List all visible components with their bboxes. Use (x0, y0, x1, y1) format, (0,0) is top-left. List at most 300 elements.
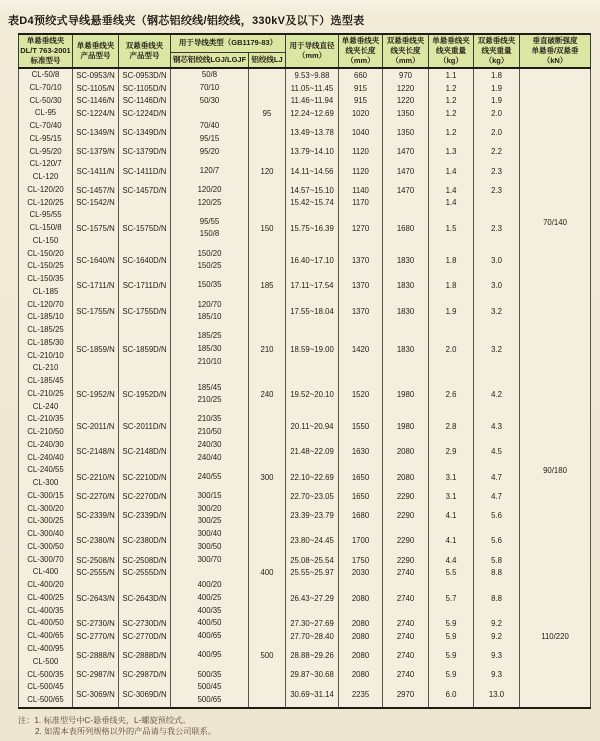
table-row (19, 248, 591, 274)
header-conductor-type: 用于导线类型（GB1179-83） (171, 34, 286, 52)
header-diameter: 用于导线直径 （mm） (286, 34, 339, 68)
cell-single-length: 1680 (339, 503, 383, 529)
cell-single-model: SC-2380/N (73, 528, 119, 554)
cell-double-weight: 3.2 (474, 299, 520, 325)
cell-standard-type: CL-240/30 CL-240/40 (19, 439, 73, 465)
cell-lgj-type: 50/30 (171, 95, 249, 108)
cell-diameter: 12.24~12.69 (286, 107, 339, 120)
cell-double-weight: 9.2 (474, 630, 520, 643)
cell-lj-type (249, 630, 286, 643)
cell-single-length: 1420 (339, 324, 383, 375)
cell-lj-type: 150 (249, 209, 286, 247)
page-title: 表D4预绞式导线悬垂线夹（钢芯铝绞线/铝绞线，330kV及以下）选型表 (8, 15, 365, 27)
cell-double-weight (474, 197, 520, 210)
cell-double-weight: 1.8 (474, 68, 520, 82)
cell-double-model: SC-1224D/N (119, 107, 171, 120)
table-row (19, 209, 591, 247)
cell-lgj-type: 210/35 210/50 (171, 413, 249, 439)
cell-single-model: SC-1349/N (73, 120, 119, 146)
cell-double-model: SC-2339D/N (119, 503, 171, 529)
cell-double-model: SC-2380D/N (119, 528, 171, 554)
cell-single-model: SC-2210/N (73, 464, 119, 490)
cell-lj-type: 95 (249, 107, 286, 120)
cell-double-length: 1220 (383, 82, 429, 95)
cell-double-length: 1470 (383, 158, 429, 184)
cell-double-length: 2080 (383, 439, 429, 465)
footnote-2: 2. 如需本表所列规格以外的产品请与我公司联系。 (35, 727, 217, 737)
cell-standard-type: CL-300/40 CL-300/50 (19, 528, 73, 554)
cell-single-length: 1370 (339, 273, 383, 299)
cell-diameter: 16.40~17.10 (286, 248, 339, 274)
cell-single-length: 2080 (339, 617, 383, 630)
cell-single-model: SC-3069/N (73, 681, 119, 708)
cell-double-weight: 2.3 (474, 184, 520, 197)
cell-double-length: 1830 (383, 324, 429, 375)
cell-lgj-type: 120/25 (171, 197, 249, 210)
cell-standard-type: CL-95/55 CL-150/8 CL-150 (19, 209, 73, 247)
cell-single-weight: 1.1 (429, 68, 474, 82)
cell-double-length: 2740 (383, 566, 429, 579)
cell-double-length: 2290 (383, 490, 429, 503)
cell-double-length: 970 (383, 68, 429, 82)
table-row (19, 82, 591, 95)
cell-diameter: 13.79~14.10 (286, 146, 339, 159)
cell-single-weight: 4.1 (429, 528, 474, 554)
cell-single-weight: 4.4 (429, 554, 474, 567)
cell-single-weight: 2.0 (429, 324, 474, 375)
cell-double-model: SC-2555D/N (119, 566, 171, 579)
cell-lj-type (249, 413, 286, 439)
cell-single-length: 1650 (339, 464, 383, 490)
cell-double-length: 2290 (383, 554, 429, 567)
cell-single-weight: 1.4 (429, 158, 474, 184)
cell-lj-type (249, 95, 286, 108)
cell-single-length: 2080 (339, 669, 383, 682)
cell-lj-type (249, 554, 286, 567)
cell-single-length: 1750 (339, 554, 383, 567)
cell-double-length: 2740 (383, 630, 429, 643)
table-row (19, 566, 591, 579)
cell-lgj-type: 400/95 (171, 643, 249, 669)
footnotes (18, 715, 600, 738)
header-double-weight: 双悬垂线夹 线夹重量 （kg） (474, 34, 520, 68)
table-row (19, 681, 591, 708)
cell-double-length: 2290 (383, 503, 429, 529)
cell-lj-type (249, 503, 286, 529)
cell-lgj-type (171, 107, 249, 120)
cell-single-length: 1120 (339, 158, 383, 184)
header-break-strength: 垂直破断强度 单悬垂/双悬垂 （kN） (520, 34, 591, 68)
cell-double-weight: 2.0 (474, 107, 520, 120)
cell-diameter: 25.55~25.97 (286, 566, 339, 579)
cell-double-model: SC-1411D/N (119, 158, 171, 184)
cell-lj-type: 120 (249, 158, 286, 184)
cell-double-model: SC-2270D/N (119, 490, 171, 503)
cell-single-length: 660 (339, 68, 383, 82)
cell-double-length: 2290 (383, 528, 429, 554)
header-single-length: 单悬垂线夹 线夹长度 （mm） (339, 34, 383, 68)
cell-single-length: 1020 (339, 107, 383, 120)
cell-standard-type: CL-70/40 CL-95/15 (19, 120, 73, 146)
cell-double-weight: 1.9 (474, 82, 520, 95)
cell-single-weight: 1.2 (429, 95, 474, 108)
header-double-length: 双悬垂线夹 线夹长度 （mm） (383, 34, 429, 68)
cell-double-weight: 8.8 (474, 566, 520, 579)
cell-double-length: 1980 (383, 375, 429, 413)
cell-double-model: SC-2508D/N (119, 554, 171, 567)
cell-lgj-type: 300/70 (171, 554, 249, 567)
cell-double-weight: 3.2 (474, 324, 520, 375)
cell-lj-type (249, 146, 286, 159)
cell-lj-type (249, 299, 286, 325)
cell-standard-type: CL-185/25 CL-185/30 CL-210/10 CL-210 (19, 324, 73, 375)
cell-double-model: SC-1575D/N (119, 209, 171, 247)
cell-lgj-type: 50/8 (171, 68, 249, 82)
cell-diameter: 20.11~20.94 (286, 413, 339, 439)
cell-single-model: SC-1859/N (73, 324, 119, 375)
table-row (19, 669, 591, 682)
cell-single-model: SC-2987/N (73, 669, 119, 682)
cell-lj-type (249, 681, 286, 708)
cell-single-model: SC-1711/N (73, 273, 119, 299)
cell-single-weight: 1.2 (429, 120, 474, 146)
cell-double-weight: 4.5 (474, 439, 520, 465)
cell-single-model: SC-2011/N (73, 413, 119, 439)
cell-double-length: 1830 (383, 273, 429, 299)
header-double-model: 双悬垂线夹 产品型号 (119, 34, 171, 68)
cell-double-length: 1980 (383, 413, 429, 439)
cell-single-model: SC-1379/N (73, 146, 119, 159)
cell-double-model: SC-2148D/N (119, 439, 171, 465)
cell-standard-type: CL-95/20 (19, 146, 73, 159)
cell-lgj-type: 500/35 (171, 669, 249, 682)
cell-double-model: SC-2987D/N (119, 669, 171, 682)
table-row (19, 95, 591, 108)
cell-lgj-type: 240/30 240/40 (171, 439, 249, 465)
cell-diameter: 27.70~28.40 (286, 630, 339, 643)
cell-diameter: 17.11~17.54 (286, 273, 339, 299)
cell-single-weight: 6.0 (429, 681, 474, 708)
cell-double-model: SC-1379D/N (119, 146, 171, 159)
cell-lgj-type: 500/45 500/65 (171, 681, 249, 708)
cell-lj-type (249, 669, 286, 682)
table-row (19, 184, 591, 197)
cell-lgj-type: 240/55 (171, 464, 249, 490)
cell-single-model: SC-2643/N (73, 579, 119, 617)
cell-break-strength: 90/180 (520, 375, 591, 566)
cell-standard-type: CL-95 (19, 107, 73, 120)
cell-double-length: 1830 (383, 299, 429, 325)
cell-single-model: SC-1755/N (73, 299, 119, 325)
cell-single-model: SC-1146/N (73, 95, 119, 108)
cell-double-model: SC-0953D/N (119, 68, 171, 82)
cell-single-length: 1700 (339, 528, 383, 554)
cell-lj-type (249, 197, 286, 210)
cell-lgj-type: 150/20 150/25 (171, 248, 249, 274)
cell-lgj-type: 400/20 400/25 400/35 (171, 579, 249, 617)
cell-single-model: SC-2730/N (73, 617, 119, 630)
cell-single-length: 1170 (339, 197, 383, 210)
cell-double-weight: 9.3 (474, 669, 520, 682)
cell-diameter: 9.53~9.88 (286, 68, 339, 82)
cell-standard-type: CL-185/45 CL-210/25 CL-240 (19, 375, 73, 413)
cell-single-length: 2080 (339, 630, 383, 643)
cell-double-length: 1680 (383, 209, 429, 247)
cell-single-weight: 1.4 (429, 197, 474, 210)
cell-lgj-type: 400/50 (171, 617, 249, 630)
cell-single-length: 1650 (339, 490, 383, 503)
cell-single-weight: 5.9 (429, 630, 474, 643)
cell-double-length: 2740 (383, 643, 429, 669)
cell-single-model: SC-1105/N (73, 82, 119, 95)
header-standard-type: 单悬垂线夹 DL/T 763-2001 标准型号 (19, 34, 73, 68)
cell-lgj-type: 120/7 (171, 158, 249, 184)
cell-standard-type: CL-150/20 CL-150/25 (19, 248, 73, 274)
cell-single-length: 1630 (339, 439, 383, 465)
table-row (19, 324, 591, 375)
cell-single-length: 1550 (339, 413, 383, 439)
cell-lj-type (249, 248, 286, 274)
cell-double-weight: 9.2 (474, 617, 520, 630)
cell-single-weight: 1.5 (429, 209, 474, 247)
cell-lj-type (249, 184, 286, 197)
table-row (19, 107, 591, 120)
cell-single-weight: 2.6 (429, 375, 474, 413)
cell-single-length: 2235 (339, 681, 383, 708)
cell-break-strength: 110/220 (520, 566, 591, 707)
cell-single-weight: 5.7 (429, 579, 474, 617)
table-row (19, 68, 591, 82)
cell-double-model: SC-1952D/N (119, 375, 171, 413)
cell-standard-type: CL-300/70 (19, 554, 73, 567)
cell-double-weight: 2.0 (474, 120, 520, 146)
clamp-selection-table (18, 33, 591, 709)
cell-single-weight: 1.8 (429, 273, 474, 299)
cell-double-weight: 9.3 (474, 643, 520, 669)
table-row (19, 528, 591, 554)
cell-standard-type: CL-120/25 (19, 197, 73, 210)
cell-lj-type: 400 (249, 566, 286, 579)
cell-standard-type: CL-400/95 CL-500 (19, 643, 73, 669)
cell-diameter: 15.75~16.39 (286, 209, 339, 247)
cell-single-weight: 3.1 (429, 490, 474, 503)
cell-double-weight: 4.7 (474, 490, 520, 503)
cell-double-length: 2970 (383, 681, 429, 708)
cell-single-model: SC-2339/N (73, 503, 119, 529)
cell-double-weight: 5.8 (474, 554, 520, 567)
cell-lj-type (249, 439, 286, 465)
cell-lj-type (249, 617, 286, 630)
cell-double-model: SC-1349D/N (119, 120, 171, 146)
cell-single-model: SC-1224/N (73, 107, 119, 120)
cell-diameter: 22.10~22.69 (286, 464, 339, 490)
table-row (19, 579, 591, 617)
cell-double-weight: 5.6 (474, 528, 520, 554)
table-row (19, 120, 591, 146)
table-row (19, 643, 591, 669)
cell-single-length: 915 (339, 82, 383, 95)
cell-diameter: 28.88~29.26 (286, 643, 339, 669)
cell-lgj-type: 70/40 95/15 (171, 120, 249, 146)
cell-double-model: SC-2770D/N (119, 630, 171, 643)
table-row (19, 158, 591, 184)
cell-standard-type: CL-50/8 (19, 68, 73, 82)
cell-double-length: 1350 (383, 107, 429, 120)
cell-single-weight: 1.2 (429, 82, 474, 95)
cell-lj-type: 240 (249, 375, 286, 413)
cell-standard-type: CL-210/35 CL-210/50 (19, 413, 73, 439)
cell-double-length: 1470 (383, 146, 429, 159)
cell-single-weight: 5.5 (429, 566, 474, 579)
cell-double-length: 1350 (383, 120, 429, 146)
cell-diameter: 26.43~27.29 (286, 579, 339, 617)
cell-lj-type: 300 (249, 464, 286, 490)
cell-single-length: 1370 (339, 299, 383, 325)
cell-double-model: SC-2888D/N (119, 643, 171, 669)
cell-single-length: 1270 (339, 209, 383, 247)
cell-double-weight: 8.8 (474, 579, 520, 617)
table-row (19, 299, 591, 325)
cell-double-length: 2740 (383, 579, 429, 617)
cell-standard-type: CL-120/20 (19, 184, 73, 197)
cell-standard-type: CL-240/55 CL-300 (19, 464, 73, 490)
cell-double-model: SC-2643D/N (119, 579, 171, 617)
cell-lgj-type: 185/45 210/25 (171, 375, 249, 413)
cell-diameter: 18.59~19.00 (286, 324, 339, 375)
cell-lgj-type: 300/40 300/50 (171, 528, 249, 554)
cell-standard-type: CL-400/50 (19, 617, 73, 630)
cell-diameter: 21.48~22.09 (286, 439, 339, 465)
cell-lj-type: 500 (249, 643, 286, 669)
cell-lgj-type: 300/20 300/25 (171, 503, 249, 529)
cell-double-model: SC-2730D/N (119, 617, 171, 630)
cell-lgj-type: 150/35 (171, 273, 249, 299)
cell-single-length: 915 (339, 95, 383, 108)
cell-diameter: 17.55~18.04 (286, 299, 339, 325)
cell-single-model: SC-2888/N (73, 643, 119, 669)
cell-double-weight: 2.3 (474, 209, 520, 247)
cell-diameter: 29.87~30.68 (286, 669, 339, 682)
cell-diameter: 23.80~24.45 (286, 528, 339, 554)
cell-double-length: 1830 (383, 248, 429, 274)
table-row (19, 617, 591, 630)
table-row (19, 413, 591, 439)
cell-single-weight: 5.9 (429, 617, 474, 630)
cell-single-length: 2080 (339, 643, 383, 669)
cell-break-strength: 70/140 (520, 68, 591, 375)
cell-standard-type: CL-500/35 (19, 669, 73, 682)
cell-double-weight: 13.0 (474, 681, 520, 708)
cell-standard-type: CL-400/65 (19, 630, 73, 643)
cell-lj-type (249, 490, 286, 503)
cell-single-model: SC-1640/N (73, 248, 119, 274)
table-row (19, 464, 591, 490)
cell-single-length: 1120 (339, 146, 383, 159)
header-single-weight: 单悬垂线夹 线夹重量 （kg） (429, 34, 474, 68)
cell-double-length: 2740 (383, 669, 429, 682)
cell-lj-type (249, 579, 286, 617)
cell-diameter: 22.70~23.05 (286, 490, 339, 503)
cell-single-weight: 4.1 (429, 503, 474, 529)
cell-double-model: SC-2210D/N (119, 464, 171, 490)
cell-single-length: 2030 (339, 566, 383, 579)
table-row (19, 503, 591, 529)
cell-lgj-type: 400/65 (171, 630, 249, 643)
cell-lgj-type: 300/15 (171, 490, 249, 503)
table-row (19, 273, 591, 299)
cell-diameter: 30.69~31.14 (286, 681, 339, 708)
cell-diameter: 13.49~13.78 (286, 120, 339, 146)
cell-standard-type: CL-400 (19, 566, 73, 579)
cell-lgj-type: 95/55 150/8 (171, 209, 249, 247)
cell-single-weight: 2.8 (429, 413, 474, 439)
cell-double-weight: 2.2 (474, 146, 520, 159)
cell-double-length: 2080 (383, 464, 429, 490)
cell-lj-type (249, 82, 286, 95)
cell-diameter: 25.08~25.54 (286, 554, 339, 567)
cell-diameter: 23.39~23.79 (286, 503, 339, 529)
cell-double-length: 2740 (383, 617, 429, 630)
cell-single-model: SC-1457/N (73, 184, 119, 197)
cell-double-weight: 4.3 (474, 413, 520, 439)
cell-double-length: 1220 (383, 95, 429, 108)
cell-double-model: SC-1457D/N (119, 184, 171, 197)
header-single-model: 单悬垂线夹 产品型号 (73, 34, 119, 68)
cell-lgj-type (171, 566, 249, 579)
cell-lj-type (249, 68, 286, 82)
cell-double-model: SC-3069D/N (119, 681, 171, 708)
cell-single-model: SC-2148/N (73, 439, 119, 465)
cell-standard-type: CL-120/7 CL-120 (19, 158, 73, 184)
cell-single-weight: 1.8 (429, 248, 474, 274)
cell-double-weight: 3.0 (474, 248, 520, 274)
cell-single-length: 1370 (339, 248, 383, 274)
table-row (19, 630, 591, 643)
cell-diameter: 14.11~14.56 (286, 158, 339, 184)
cell-single-length: 1520 (339, 375, 383, 413)
cell-single-weight: 5.9 (429, 643, 474, 669)
cell-double-weight: 5.6 (474, 503, 520, 529)
cell-single-weight: 1.4 (429, 184, 474, 197)
cell-single-model: SC-1411/N (73, 158, 119, 184)
cell-double-weight: 4.7 (474, 464, 520, 490)
cell-standard-type: CL-500/45 CL-500/65 (19, 681, 73, 708)
table-row (19, 197, 591, 210)
cell-single-model: SC-2270/N (73, 490, 119, 503)
cell-double-model: SC-1859D/N (119, 324, 171, 375)
table-body (19, 68, 591, 708)
cell-single-model: SC-0953/N (73, 68, 119, 82)
cell-single-weight: 5.9 (429, 669, 474, 682)
cell-double-model: SC-1640D/N (119, 248, 171, 274)
cell-lj-type (249, 528, 286, 554)
cell-single-weight: 1.3 (429, 146, 474, 159)
cell-double-length (383, 197, 429, 210)
table-header (19, 34, 591, 68)
cell-single-model: SC-1542/N (73, 197, 119, 210)
cell-double-model: SC-1711D/N (119, 273, 171, 299)
cell-standard-type: CL-300/15 (19, 490, 73, 503)
cell-standard-type: CL-150/35 CL-185 (19, 273, 73, 299)
header-lj-subcolumn: 铝绞线LJ (249, 52, 286, 68)
cell-single-length: 1040 (339, 120, 383, 146)
cell-single-length: 1140 (339, 184, 383, 197)
cell-single-model: SC-2555/N (73, 566, 119, 579)
cell-single-weight: 2.9 (429, 439, 474, 465)
cell-single-weight: 1.2 (429, 107, 474, 120)
table-row (19, 554, 591, 567)
cell-single-model: SC-1575/N (73, 209, 119, 247)
